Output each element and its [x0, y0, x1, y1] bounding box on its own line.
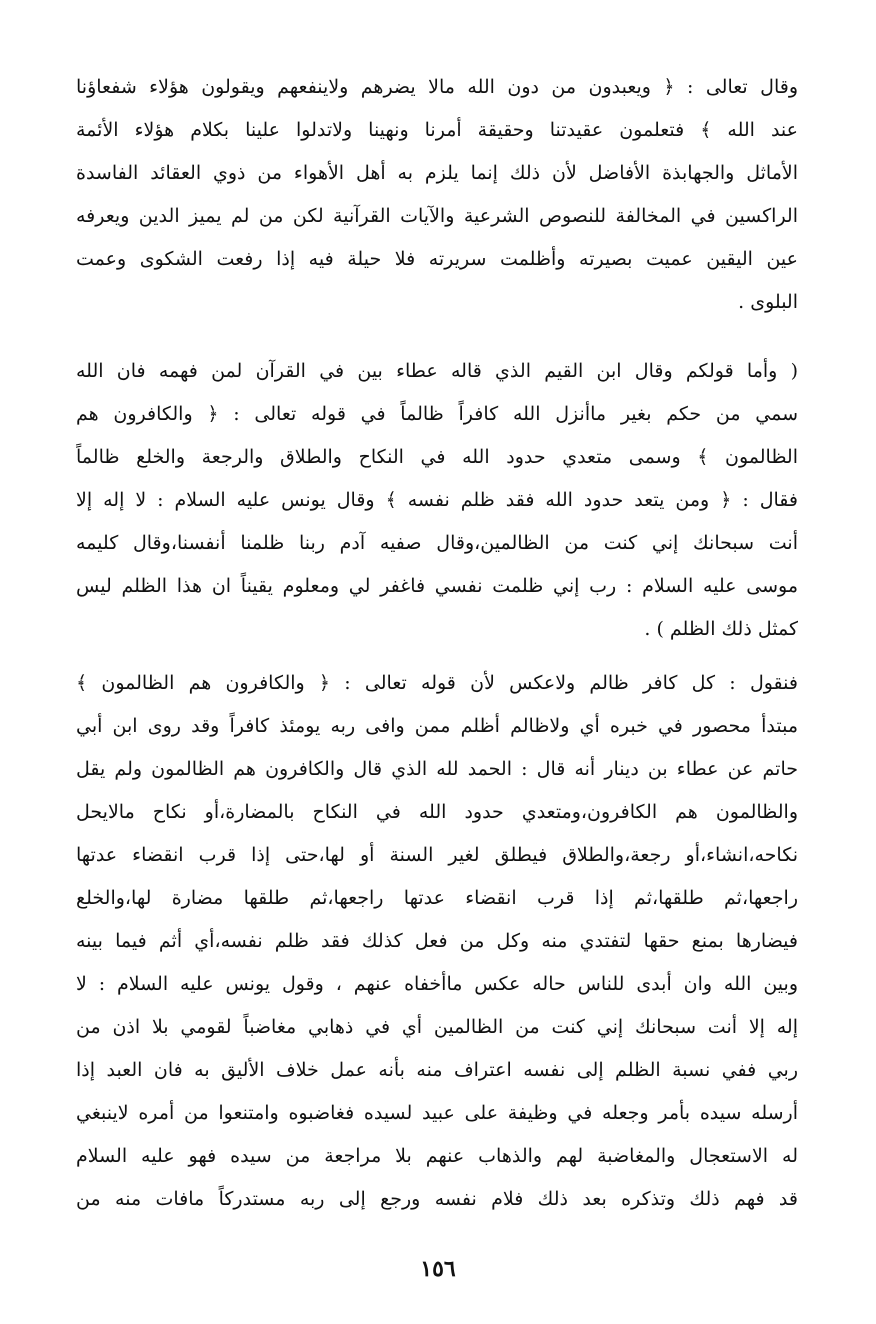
- text-line: الراكسين في المخالفة للنصوص الشرعية والآيات القرآنية لكن من لم يميز الدين ويعرفه: [76, 205, 798, 227]
- text-line: فقال : ﴿ ومن يتعد حدود الله فقد ظلم نفسه ﴾ وقال يونس عليه السلام : لا إله إلا: [76, 489, 798, 511]
- text-line: نكاحه،انشاء،أو رجعة،والطلاق فيطلق لغير السنة أو لها،حتى إذا قرب انقضاء عدتها: [76, 844, 798, 866]
- text-line: كمثل ذلك الظلم ) .: [644, 618, 798, 640]
- text-line: الأماثل والجهابذة الأفاضل لأن ذلك إنما يلزم به أهل الأهواء من ذوي العقائد الفاسدة: [76, 162, 798, 184]
- text-line: له الاستعجال والمغاضبة لهم والذهاب عنهم بلا مراجعة من سيده فهو عليه السلام: [76, 1145, 798, 1167]
- page-number: ١٥٦: [420, 1256, 456, 1282]
- text-line: حاتم عن عطاء بن دينار أنه قال : الحمد لله الذي قال والكافرون هم الظالمون ولم يقل: [76, 758, 798, 780]
- text-line: فيضارها بمنع حقها لتفتدي منه وكل من فعل كذلك فقد ظلم نفسه،أي أثم فيما بينه: [76, 930, 798, 952]
- text-line: موسى عليه السلام : رب إني ظلمت نفسي فاغفر لي ومعلوم يقيناً ان هذا الظلم ليس: [76, 575, 798, 597]
- text-line: مبتدأ محصور في خبره أي ولاظالم أظلم ممن وافى ربه يومئذ كافراً وقد روى ابن أبي: [76, 715, 798, 737]
- text-line: والظالمون هم الكافرون،ومتعدي حدود الله في النكاح بالمضارة،أو نكاح مالايحل: [76, 801, 798, 823]
- text-line: وبين الله وان أبدى للناس حاله عكس ماأخفاه عنهم ، وقول يونس عليه السلام : لا: [76, 973, 798, 995]
- text-line: وقال تعالى : ﴿ ويعبدون من دون الله مالا يضرهم ولاينفعهم ويقولون هؤلاء شفعاؤنا: [76, 76, 798, 98]
- text-line: قد فهم ذلك وتذكره بعد ذلك فلام نفسه ورجع إلى ربه مستدركاً مافات منه من: [76, 1188, 798, 1210]
- paragraph-1: [76, 66, 798, 324]
- paragraph-2: [76, 350, 798, 651]
- text-line: فنقول : كل كافر ظالم ولاعكس لأن قوله تعالى : ﴿ والكافرون هم الظالمون ﴾: [76, 672, 798, 694]
- text-line: عند الله ﴾ فتعلمون عقيدتنا وحقيقة أمرنا ونهينا ولاتدلوا علينا بكلام هؤلاء الأئمة: [76, 119, 798, 141]
- text-line: عين اليقين عميت بصيرته وأظلمت سريرته فلا حيلة فيه إذا رفعت الشكوى وعمت: [76, 248, 798, 270]
- text-line: الظالمون ﴾ وسمى متعدي حدود الله في النكاح والطلاق والرجعة والخلع ظالماً: [76, 446, 798, 468]
- paragraph-3: [76, 662, 798, 1221]
- text-line: أرسله سيده بأمر وجعله في وظيفة على عبيد لسيده فغاضبوه وامتنعوا من أمره لاينبغي: [76, 1102, 798, 1124]
- text-line: أنت سبحانك إني كنت من الظالمين،وقال صفيه آدم ربنا ظلمنا أنفسنا،وقال كليمه: [76, 532, 798, 554]
- text-line: ( وأما قولكم وقال ابن القيم الذي قاله عطاء بين في القرآن لمن فهمه فان الله: [76, 360, 798, 382]
- text-line: إله إلا أنت سبحانك إني كنت من الظالمين أي في ذهابي مغاضباً لقومي بلا اذن من: [76, 1016, 798, 1038]
- text-line: ربي ففي نسبة الظلم إلى نفسه اعتراف منه بأنه عمل خلاف الأليق به فان العبد إذا: [76, 1059, 798, 1081]
- text-line: سمي من حكم بغير ماأنزل الله كافراً ظالماً في قوله تعالى : ﴿ والكافرون هم: [76, 403, 798, 425]
- text-line: البلوى .: [738, 291, 798, 313]
- text-line: راجعها،ثم طلقها،ثم إذا قرب انقضاء عدتها راجعها،ثم طلقها مضارة لها،والخلع: [76, 887, 798, 909]
